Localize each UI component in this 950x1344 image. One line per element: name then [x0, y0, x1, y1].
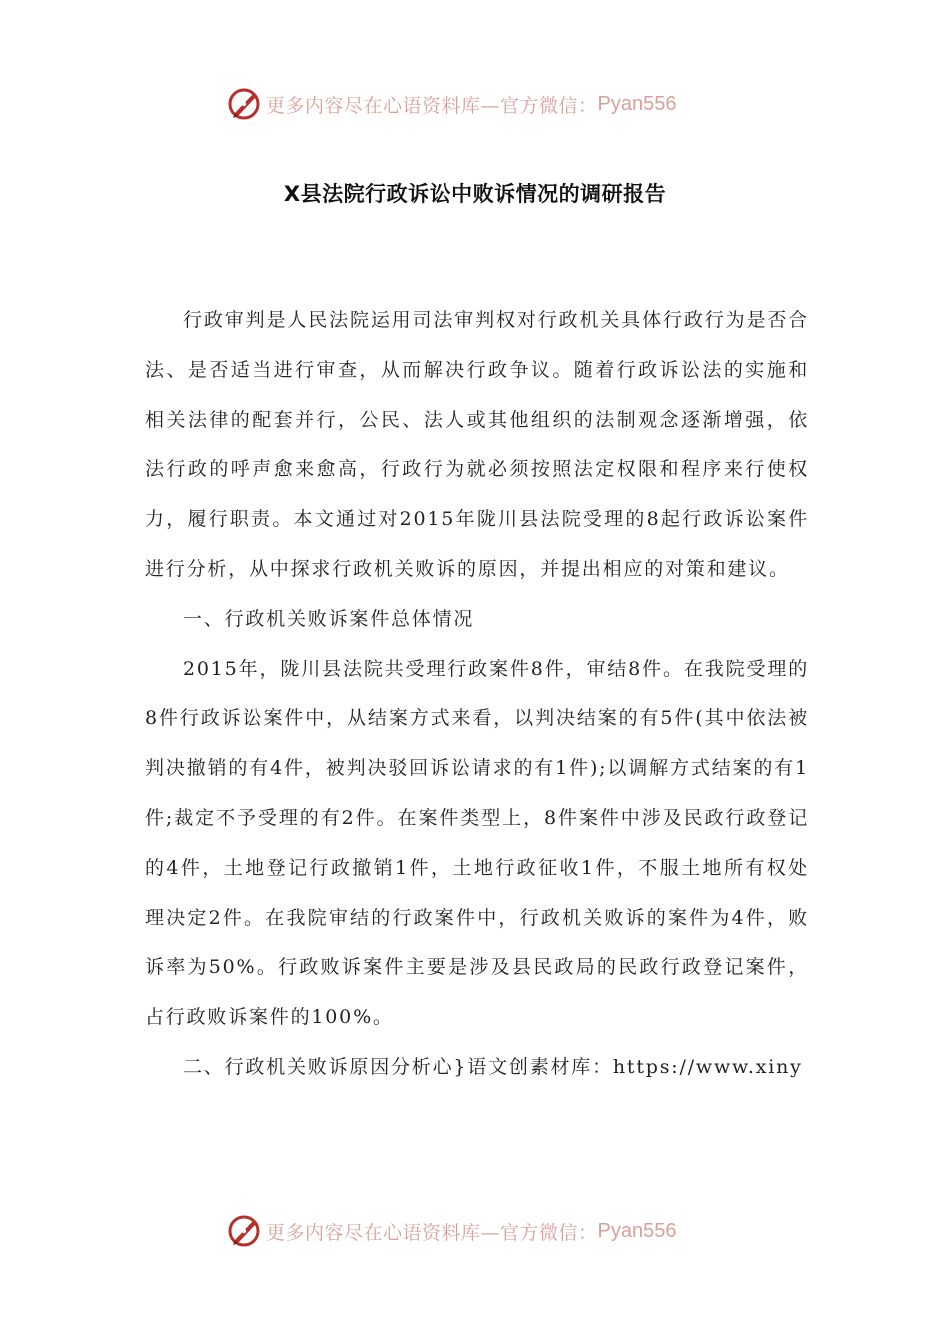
pen-logo-icon [226, 1213, 262, 1249]
document-body [145, 296, 809, 1093]
paragraph-intro: 行政审判是人民法院运用司法审判权对行政机关具体行政行为是否合法、是否适当进行审查，从而解决行政争议。随着行政诉讼法的实施和相关法律的配套并行，公民、法人或其他组织的法制观念逐渐增强，依法行政的呼声愈来愈高，行政行为就必须按照法定权限和程序来行使权力，履行职责。本文通过对2015年陇川县法院受理的8起行政诉讼案件进行分析，从中探求行政机关败诉的原因，并提出相应的对策和建议。 [145, 309, 809, 580]
pen-logo-icon [226, 86, 262, 122]
watermark-text: 更多内容尽在心语资料库—官方微信： [266, 94, 598, 117]
paragraph-overview: 2015年，陇川县法院共受理行政案件8件，审结8件。在我院受理的8件行政诉讼案件中，从结案方式来看，以判决结案的有5件(其中依法被判决撤销的有4件，被判决驳回诉讼请求的有1件);以调解方式结案的有1件;裁定不予受理的有2件。在案件类型上，8件案件中涉及民政行政登记的4件，土地登记行政撤销1件，土地行政征收1件，不服土地所有权处理决定2件。在我院审结的行政案件中，行政机关败诉的案件为4件，败诉率为50%。行政败诉案件主要是涉及县民政局的民政行政登记案件，占行政败诉案件的100%。 [145, 657, 809, 1029]
document-title: X县法院行政诉讼中败诉情况的调研报告 [283, 182, 667, 206]
watermark-text: 更多内容尽在心语资料库—官方微信： [266, 1221, 598, 1244]
watermark-wechat-id: Pyan556 [597, 92, 677, 115]
watermark-banner-top [226, 84, 676, 124]
section-heading-2: 二、行政机关败诉原因分析心}语文创素材库：https://www.xiny [183, 1055, 803, 1078]
section-heading-1: 一、行政机关败诉案件总体情况 [183, 607, 475, 630]
watermark-banner-bottom [226, 1211, 676, 1251]
watermark-wechat-id: Pyan556 [597, 1219, 677, 1242]
